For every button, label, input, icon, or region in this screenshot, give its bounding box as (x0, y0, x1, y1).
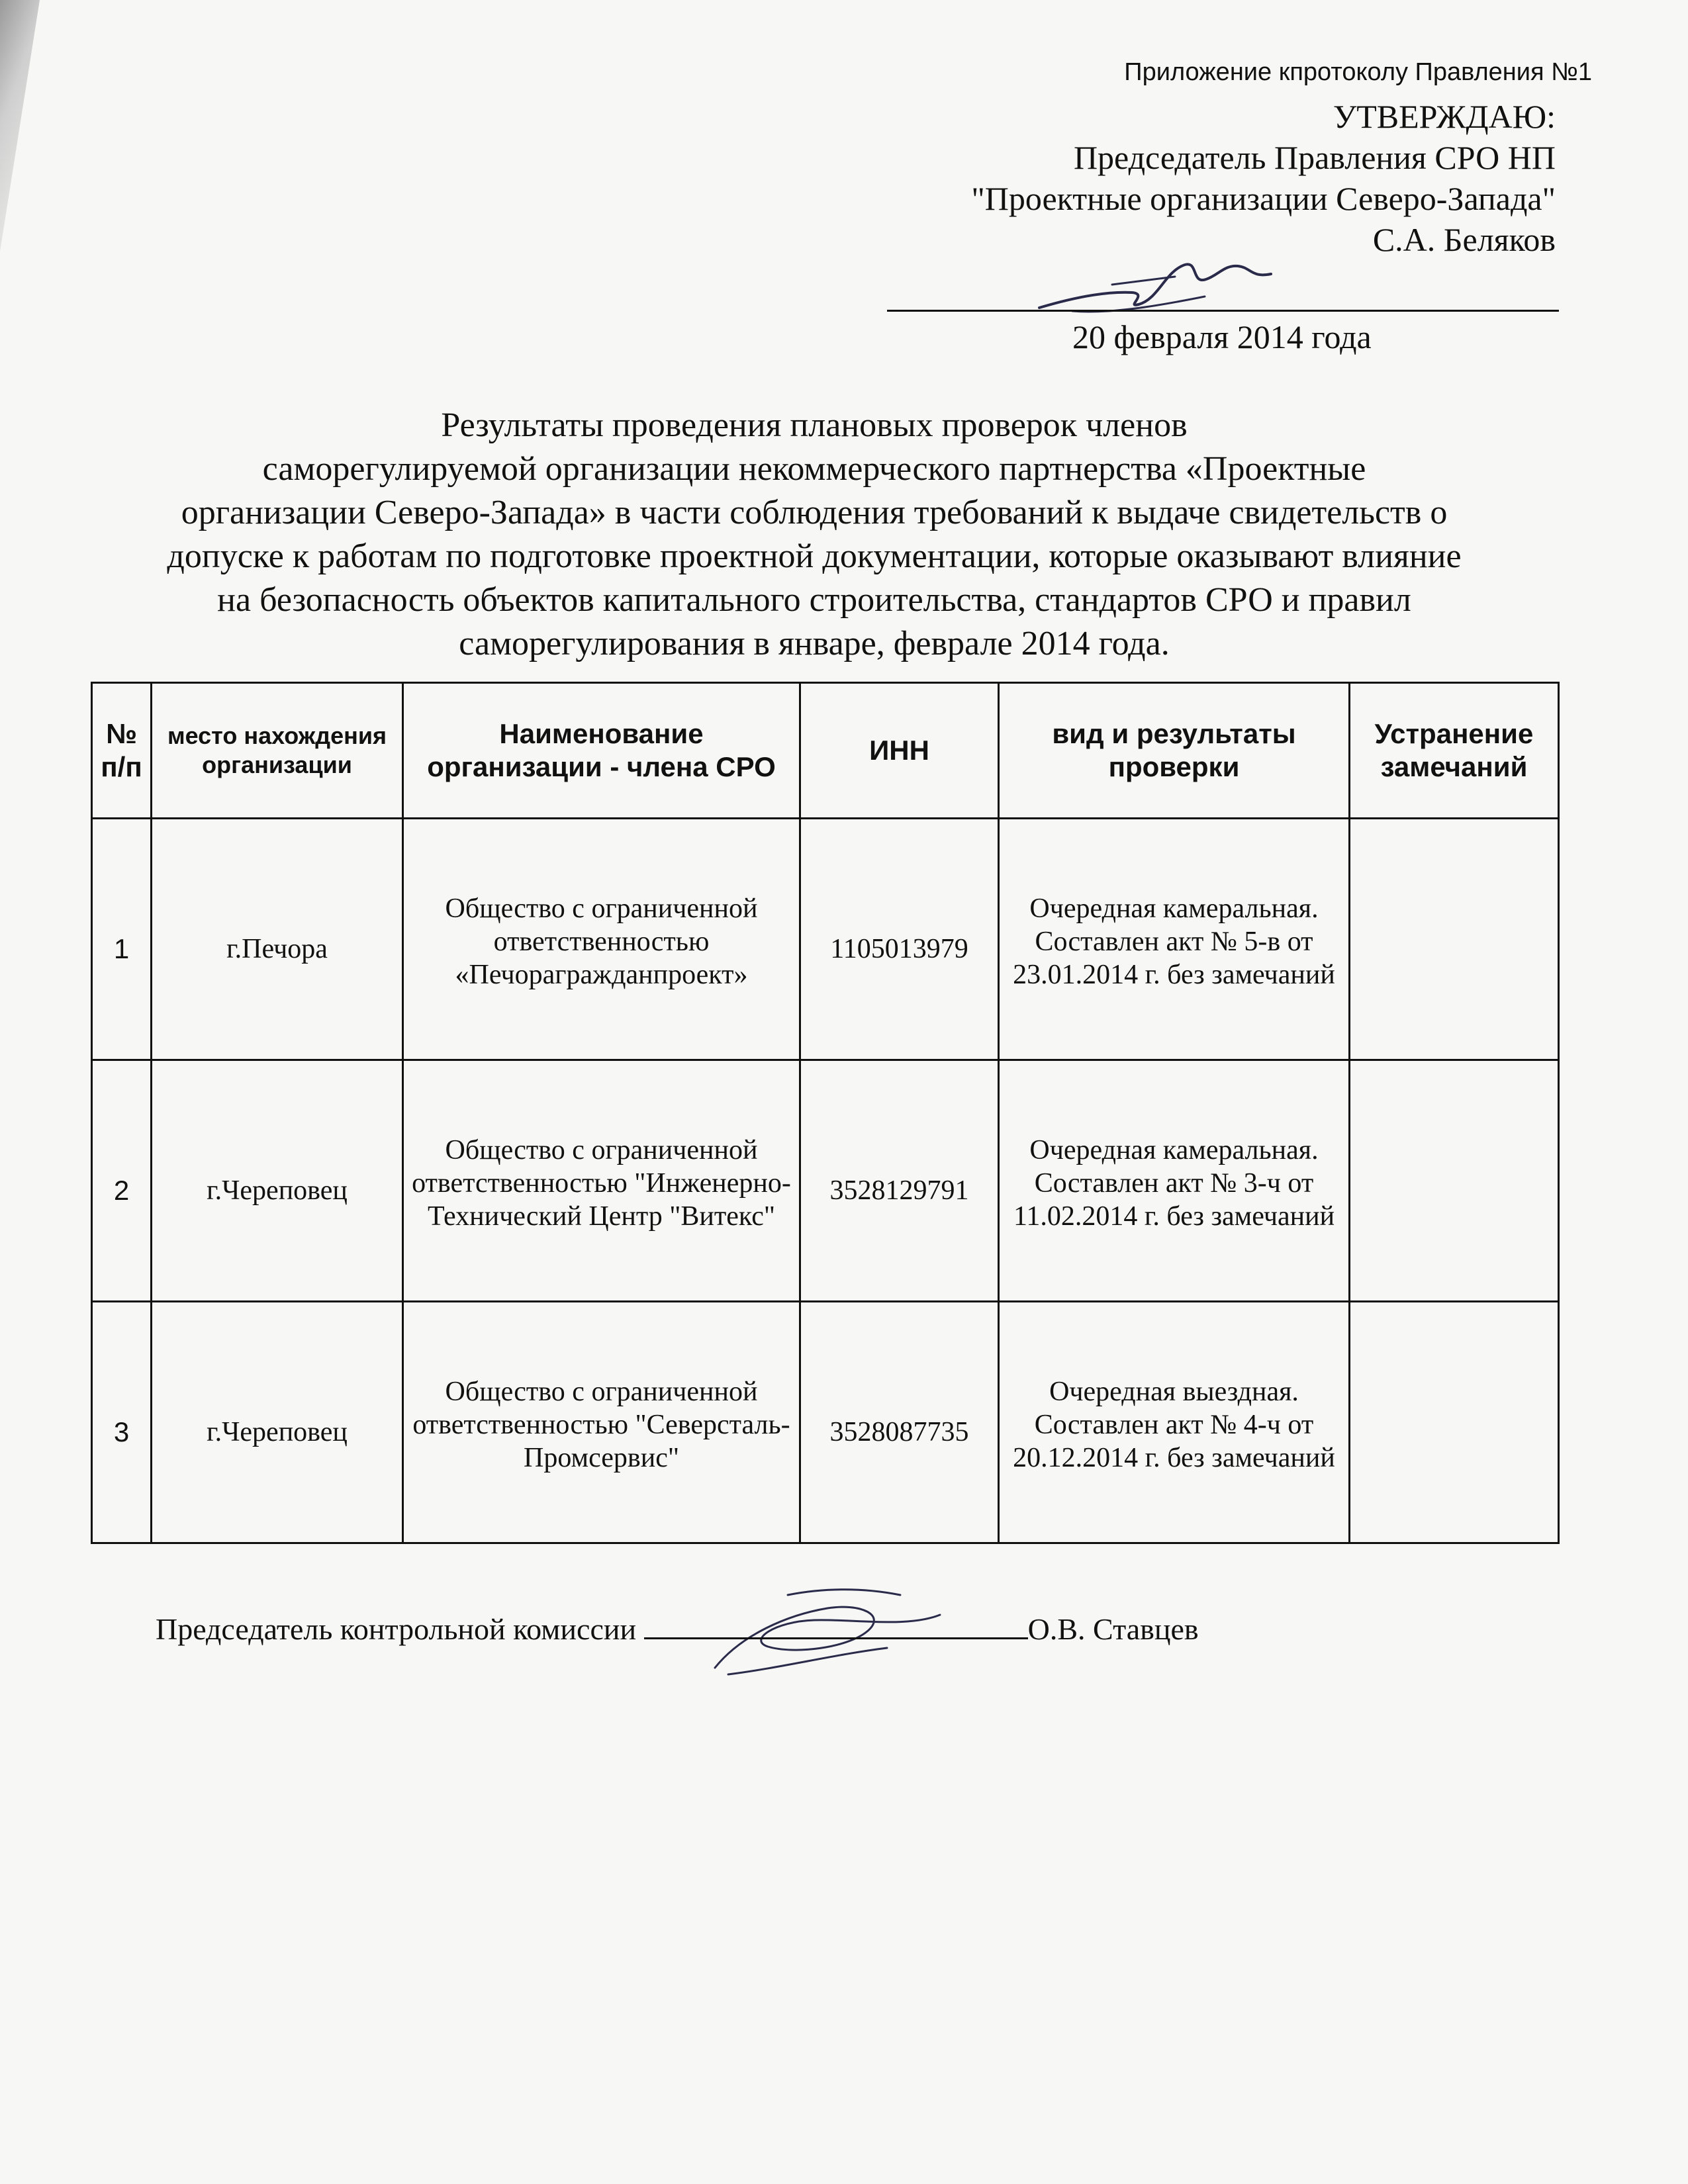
approval-heading: УТВЕРЖДАЮ: (1333, 98, 1556, 135)
approval-date: 20 февраля 2014 года (1072, 318, 1372, 355)
header-org: Наименование организации - члена СРО (403, 683, 800, 819)
approval-position: Председатель Правления СРО НП (1073, 139, 1556, 176)
appendix-label: Приложение кпротоколу Правления №1 (1124, 58, 1592, 86)
commission-position: Председатель контрольной комиссии (156, 1612, 637, 1646)
title-line: саморегулирования в январе, феврале 2014 года. (459, 625, 1170, 662)
table-row (92, 1302, 1559, 1543)
header-inn: ИНН (800, 683, 999, 819)
row-inn: 3528129791 (829, 1175, 969, 1206)
approval-name: С.А. Беляков (1372, 221, 1556, 258)
title-line: на безопасность объектов капитального строительства, стандартов СРО и правил (217, 581, 1411, 619)
commission-signature-line (644, 1617, 1028, 1639)
row-inn: 1105013979 (830, 934, 968, 964)
table-header-row (92, 683, 1559, 819)
row-city: г.Печора (226, 934, 328, 964)
row-check: Очередная выездная. Составлен акт № 4-ч от 20.12.2014 г. без замечаний (1013, 1377, 1335, 1473)
table-row (92, 1060, 1559, 1302)
approval-block (971, 96, 1556, 260)
header-num: № п/п (92, 683, 152, 819)
approval-organization: "Проектные организации Северо-Запада" (971, 180, 1556, 217)
title-line: организации Северо-Запада» в части соблюдения требований к выдаче свидетельств о (181, 494, 1448, 531)
row-org: Общество с ограниченной ответственностью «Печорагражданпроект» (445, 893, 758, 990)
title-line: Результаты проведения плановых проверок членов (441, 406, 1188, 444)
inspection-results-table (91, 682, 1560, 1544)
row-org: Общество с ограниченной ответственностью "Инженерно- Технический Центр "Витекс" (412, 1135, 791, 1232)
row-org: Общество с ограниченной ответственностью "Северсталь-Промсервис" (412, 1377, 790, 1473)
approval-signature-line (887, 310, 1559, 312)
header-fix: Устранение замечаний (1350, 683, 1559, 819)
row-num: 3 (113, 1416, 130, 1447)
scan-page-edge (0, 0, 40, 251)
commission-name: О.В. Ставцев (1027, 1612, 1199, 1646)
row-check: Очередная камеральная. Составлен акт № 5-в от 23.01.2014 г. без замечаний (1013, 893, 1335, 990)
row-num: 1 (113, 933, 130, 964)
row-inn: 3528087735 (829, 1417, 969, 1447)
document-title (66, 404, 1562, 666)
row-city: г.Череповец (207, 1175, 348, 1206)
row-check: Очередная камеральная. Составлен акт № 3-ч от 11.02.2014 г. без замечаний (1013, 1135, 1335, 1232)
title-line: допуске к работам по подготовке проектной документации, которые оказывают влияние (167, 537, 1462, 575)
row-num: 2 (113, 1175, 130, 1206)
title-line: саморегулируемой организации некоммерческого партнерства «Проектные (262, 450, 1366, 488)
commission-signature-block (156, 1612, 1199, 1647)
row-city: г.Череповец (207, 1417, 348, 1447)
header-place: место нахождения организации (152, 683, 403, 819)
table-row (92, 819, 1559, 1060)
header-check: вид и результаты проверки (999, 683, 1350, 819)
